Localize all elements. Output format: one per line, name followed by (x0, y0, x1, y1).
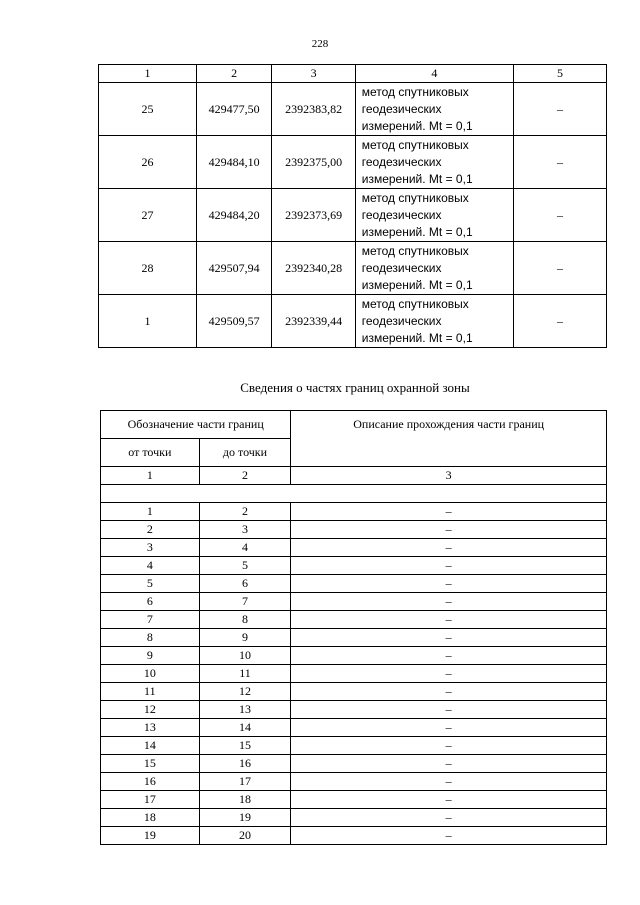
method-cell (355, 83, 513, 136)
from-point: 10 (101, 665, 200, 683)
to-point: 7 (199, 593, 291, 611)
part-description: – (291, 539, 607, 557)
part-description: – (291, 791, 607, 809)
part-description: – (291, 809, 607, 827)
coordinate-x: 429507,94 (196, 242, 271, 295)
table-row (101, 611, 607, 629)
method-line: метод спутниковых (361, 84, 469, 99)
section-title: Сведения о частях границ охранной зоны (240, 380, 470, 395)
method-line: измерений. Mt = 0,1 (361, 277, 473, 292)
from-point: 15 (101, 755, 200, 773)
part-description: – (291, 557, 607, 575)
coordinate-y: 2392340,28 (272, 242, 355, 295)
to-point: 6 (199, 575, 291, 593)
table-row (101, 647, 607, 665)
to-point: 10 (199, 647, 291, 665)
coordinate-y: 2392373,69 (272, 189, 355, 242)
to-point: 16 (199, 755, 291, 773)
blank-row (101, 485, 607, 503)
table-row (101, 773, 607, 791)
coordinate-x: 429509,57 (196, 295, 271, 348)
column5-value: – (514, 295, 607, 348)
table-row (101, 629, 607, 647)
column-number-1: 1 (101, 467, 200, 485)
designation-header: Обозначение части границ (101, 411, 291, 439)
table-row (101, 737, 607, 755)
part-description: – (291, 521, 607, 539)
method-line: геодезических (361, 101, 442, 116)
to-point: 13 (199, 701, 291, 719)
to-point: 4 (199, 539, 291, 557)
to-point: 14 (199, 719, 291, 737)
part-description: – (291, 665, 607, 683)
column5-value: – (514, 136, 607, 189)
table-row (99, 242, 607, 295)
to-point-header: до точки (199, 439, 291, 467)
method-line: измерений. Mt = 0,1 (361, 118, 473, 133)
table-row (101, 557, 607, 575)
table-row (101, 755, 607, 773)
part-description: – (291, 593, 607, 611)
column5-value: – (514, 83, 607, 136)
point-number: 28 (99, 242, 197, 295)
from-point: 11 (101, 683, 200, 701)
column-number-3: 3 (272, 65, 355, 83)
column-number-5: 5 (514, 65, 607, 83)
parts-header-row (101, 411, 607, 439)
coordinate-x: 429484,10 (196, 136, 271, 189)
method-cell (355, 295, 513, 348)
to-point: 15 (199, 737, 291, 755)
table-row (101, 539, 607, 557)
method-line: геодезических (361, 313, 442, 328)
part-description: – (291, 647, 607, 665)
page-number: 228 (311, 38, 329, 50)
method-line: метод спутниковых (361, 137, 469, 152)
to-point: 17 (199, 773, 291, 791)
table-row (101, 791, 607, 809)
table-row (101, 593, 607, 611)
to-point: 8 (199, 611, 291, 629)
table-row (99, 189, 607, 242)
method-line: метод спутниковых (361, 190, 469, 205)
to-point: 19 (199, 809, 291, 827)
from-point: 17 (101, 791, 200, 809)
coordinate-x: 429484,20 (196, 189, 271, 242)
column5-value: – (514, 242, 607, 295)
boundary-parts-table (100, 410, 607, 845)
from-point: 14 (101, 737, 200, 755)
part-description: – (291, 683, 607, 701)
point-number: 25 (99, 83, 197, 136)
column-number-1: 1 (99, 65, 197, 83)
to-point: 5 (199, 557, 291, 575)
from-point: 18 (101, 809, 200, 827)
part-description: – (291, 773, 607, 791)
column-number-3: 3 (291, 467, 607, 485)
method-cell (355, 136, 513, 189)
method-line: геодезических (361, 154, 442, 169)
part-description: – (291, 827, 607, 845)
parts-column-numbers-row (101, 467, 607, 485)
to-point: 2 (199, 503, 291, 521)
from-point: 9 (101, 647, 200, 665)
table-row (101, 521, 607, 539)
blank-cell (101, 485, 607, 503)
from-point: 19 (101, 827, 200, 845)
table-row (101, 827, 607, 845)
to-point: 20 (199, 827, 291, 845)
table-row (101, 683, 607, 701)
coordinate-y: 2392383,82 (272, 83, 355, 136)
coordinate-x: 429477,50 (196, 83, 271, 136)
coordinates-header-row (99, 65, 607, 83)
part-description: – (291, 737, 607, 755)
part-description: – (291, 503, 607, 521)
part-description: – (291, 719, 607, 737)
to-point: 9 (199, 629, 291, 647)
method-cell (355, 189, 513, 242)
table-row (99, 136, 607, 189)
table-row (99, 83, 607, 136)
to-point: 3 (199, 521, 291, 539)
part-description: – (291, 629, 607, 647)
part-description: – (291, 701, 607, 719)
method-cell (355, 242, 513, 295)
part-description: – (291, 611, 607, 629)
from-point: 5 (101, 575, 200, 593)
table-row (101, 665, 607, 683)
table-row (101, 719, 607, 737)
method-line: измерений. Mt = 0,1 (361, 224, 473, 239)
table-row (101, 575, 607, 593)
from-point: 3 (101, 539, 200, 557)
from-point: 13 (101, 719, 200, 737)
point-number: 26 (99, 136, 197, 189)
column-number-4: 4 (355, 65, 513, 83)
method-line: геодезических (361, 260, 442, 275)
from-point: 8 (101, 629, 200, 647)
column-number-2: 2 (196, 65, 271, 83)
point-number: 27 (99, 189, 197, 242)
point-number: 1 (99, 295, 197, 348)
from-point: 6 (101, 593, 200, 611)
from-point: 7 (101, 611, 200, 629)
to-point: 11 (199, 665, 291, 683)
from-point: 4 (101, 557, 200, 575)
method-line: геодезических (361, 207, 442, 222)
description-header: Описание прохождения части границ (291, 411, 607, 467)
table-row (101, 809, 607, 827)
method-line: измерений. Mt = 0,1 (361, 171, 473, 186)
from-point: 2 (101, 521, 200, 539)
part-description: – (291, 755, 607, 773)
from-point: 16 (101, 773, 200, 791)
from-point: 1 (101, 503, 200, 521)
method-line: измерений. Mt = 0,1 (361, 330, 473, 345)
table-row (99, 295, 607, 348)
method-line: метод спутниковых (361, 296, 469, 311)
coordinate-y: 2392375,00 (272, 136, 355, 189)
column5-value: – (514, 189, 607, 242)
coordinate-y: 2392339,44 (272, 295, 355, 348)
to-point: 18 (199, 791, 291, 809)
part-description: – (291, 575, 607, 593)
method-line: метод спутниковых (361, 243, 469, 258)
column-number-2: 2 (199, 467, 291, 485)
table-row (101, 503, 607, 521)
from-point: 12 (101, 701, 200, 719)
table-row (101, 701, 607, 719)
coordinates-table (98, 64, 607, 348)
from-point-header: от точки (101, 439, 200, 467)
to-point: 12 (199, 683, 291, 701)
